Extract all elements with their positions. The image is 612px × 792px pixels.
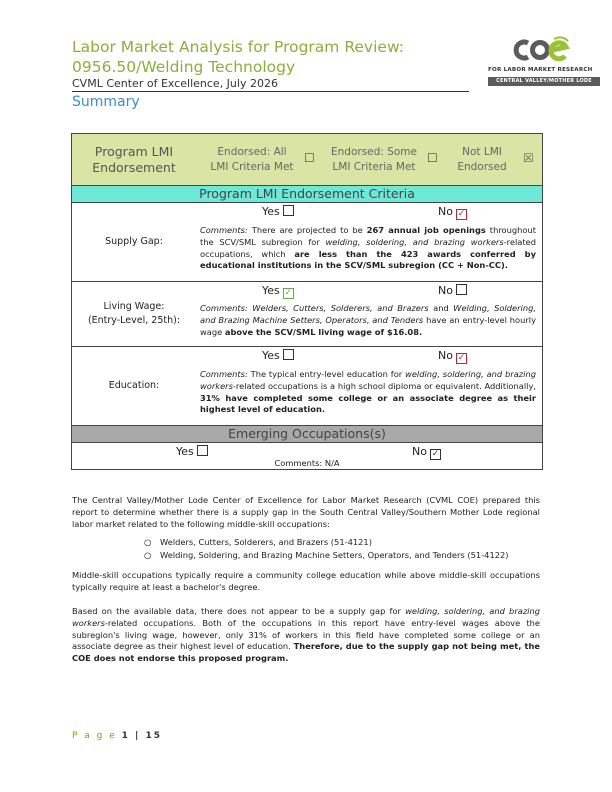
supply-gap-no: No ✓ [438,205,466,219]
living-wage-comment: Comments: Welders, Cutters, Solderers, and Brazers and Welding, Soldering, and Brazing Machine Setters, Operators, and Tenders have an entry-level hourly wage above the SCV/SML living wage of $16.08. [200,303,537,337]
emerging-no: No ✓ [412,445,440,459]
logo-text-line1: FOR LABOR MARKET RESEARCH [488,67,593,73]
program-lmi-endorsement-label: Program LMI Endorsement [92,143,176,175]
page-footer: P a g e 1 | 15 [72,731,162,741]
living-wage-no: No [438,284,467,297]
living-wage-row [72,282,542,347]
education-yes-checkbox[interactable] [283,349,294,360]
section-title: Summary [72,94,140,110]
emerging-yes: Yes [176,445,208,458]
report-title-line2: 0956.50/Welding Technology [72,58,296,76]
emerging-comment: Comments: N/A [274,458,340,468]
education-no-checkbox[interactable]: ✓ [457,353,466,363]
supply-gap-label: Supply Gap: [105,236,163,247]
education-yes: Yes [262,349,294,362]
endorsement-table [71,133,543,470]
education-label: Education: [108,380,160,391]
supply-gap-comment: Comments: There are projected to be 267 annual job openings throughout the SCV/SML subregion for welding, soldering, and brazing workers-related occupations, which are less than the 423 awards conferred by educational institutions in the SCV/SML subregion (CC + Non-CC). [200,225,537,271]
emerging-yes-checkbox[interactable] [197,445,208,456]
report-title-line1: Labor Market Analysis for Program Review: [72,38,404,56]
education-no: No ✓ [438,349,466,363]
education-row [72,347,542,426]
option-endorsed-some: Endorsed: Some LMI Criteria Met [331,145,417,173]
supply-gap-yes: Yes [262,205,294,218]
supply-gap-no-checkbox[interactable]: ✓ [457,209,466,219]
living-wage-label: Living Wage: (Entry-Level, 25th): [87,301,181,326]
emerging-section-bar: Emerging Occupations(s) [72,426,542,443]
living-wage-yes-checkbox[interactable]: ✓ [284,288,293,298]
report-subtitle: CVML Center of Excellence, July 2026 [72,77,278,90]
living-wage-no-checkbox[interactable] [456,284,467,295]
option-endorsed-all: Endorsed: All LMI Criteria Met [210,145,294,173]
occupation-bullet-1: ○ Welders, Cutters, Solderers, and Brazers (51-4121) [144,537,372,547]
intro-paragraph: The Central Valley/Mother Lode Center of Excellence for Labor Market Research (CVML COE) prepared this report to determine whether there is a supply gap in the South Central Valley/Southern Mother Lode regional labor market related to the following middle-skill occupations: [72,495,540,529]
option-not-endorsed-checkbox[interactable]: ☒ [523,151,534,165]
logo-text-line2: CENTRAL VALLEY/MOTHER LODE [488,77,600,86]
living-wage-yes: Yes ✓ [262,284,293,298]
conclusion-paragraph: Based on the available data, there does not appear to be a supply gap for welding, soldering, and brazing workers-related occupations. Both of the occupations in this report have entry-level wages above the subregion's living wage, however, only 31% of workers in this field have completed some college or an associate degree as their highest level of education. Therefore, due to the supply gap not being met, the COE does not endorse this proposed program. [72,606,540,664]
option-endorsed-all-checkbox[interactable]: ☐ [304,151,315,165]
option-endorsed-some-checkbox[interactable]: ☐ [427,151,438,165]
coe-logo-mark-icon [510,36,572,64]
endorsement-header-row [72,134,542,186]
education-comment: Comments: The typical entry-level education for welding, soldering, and brazing workers-related occupations is a high school diploma or equivalent. Additionally, 31% have completed some college or an associate degree as their highest level of education. [200,369,536,415]
supply-gap-row [72,203,542,282]
option-not-endorsed: Not LMI Endorsed [457,145,507,173]
emerging-row [72,443,542,469]
header-rule [72,91,469,92]
occupation-bullet-2: ○ Welding, Soldering, and Brazing Machine Setters, Operators, and Tenders (51-4122) [144,550,509,560]
middle-skill-paragraph: Middle-skill occupations typically require a community college education while above middle-skill occupations typically require at least a bachelor's degree. [72,570,540,592]
criteria-section-bar: Program LMI Endorsement Criteria [72,186,542,203]
coe-logo [480,36,602,92]
emerging-no-checkbox[interactable]: ✓ [431,449,440,459]
supply-gap-yes-checkbox[interactable] [283,205,294,216]
